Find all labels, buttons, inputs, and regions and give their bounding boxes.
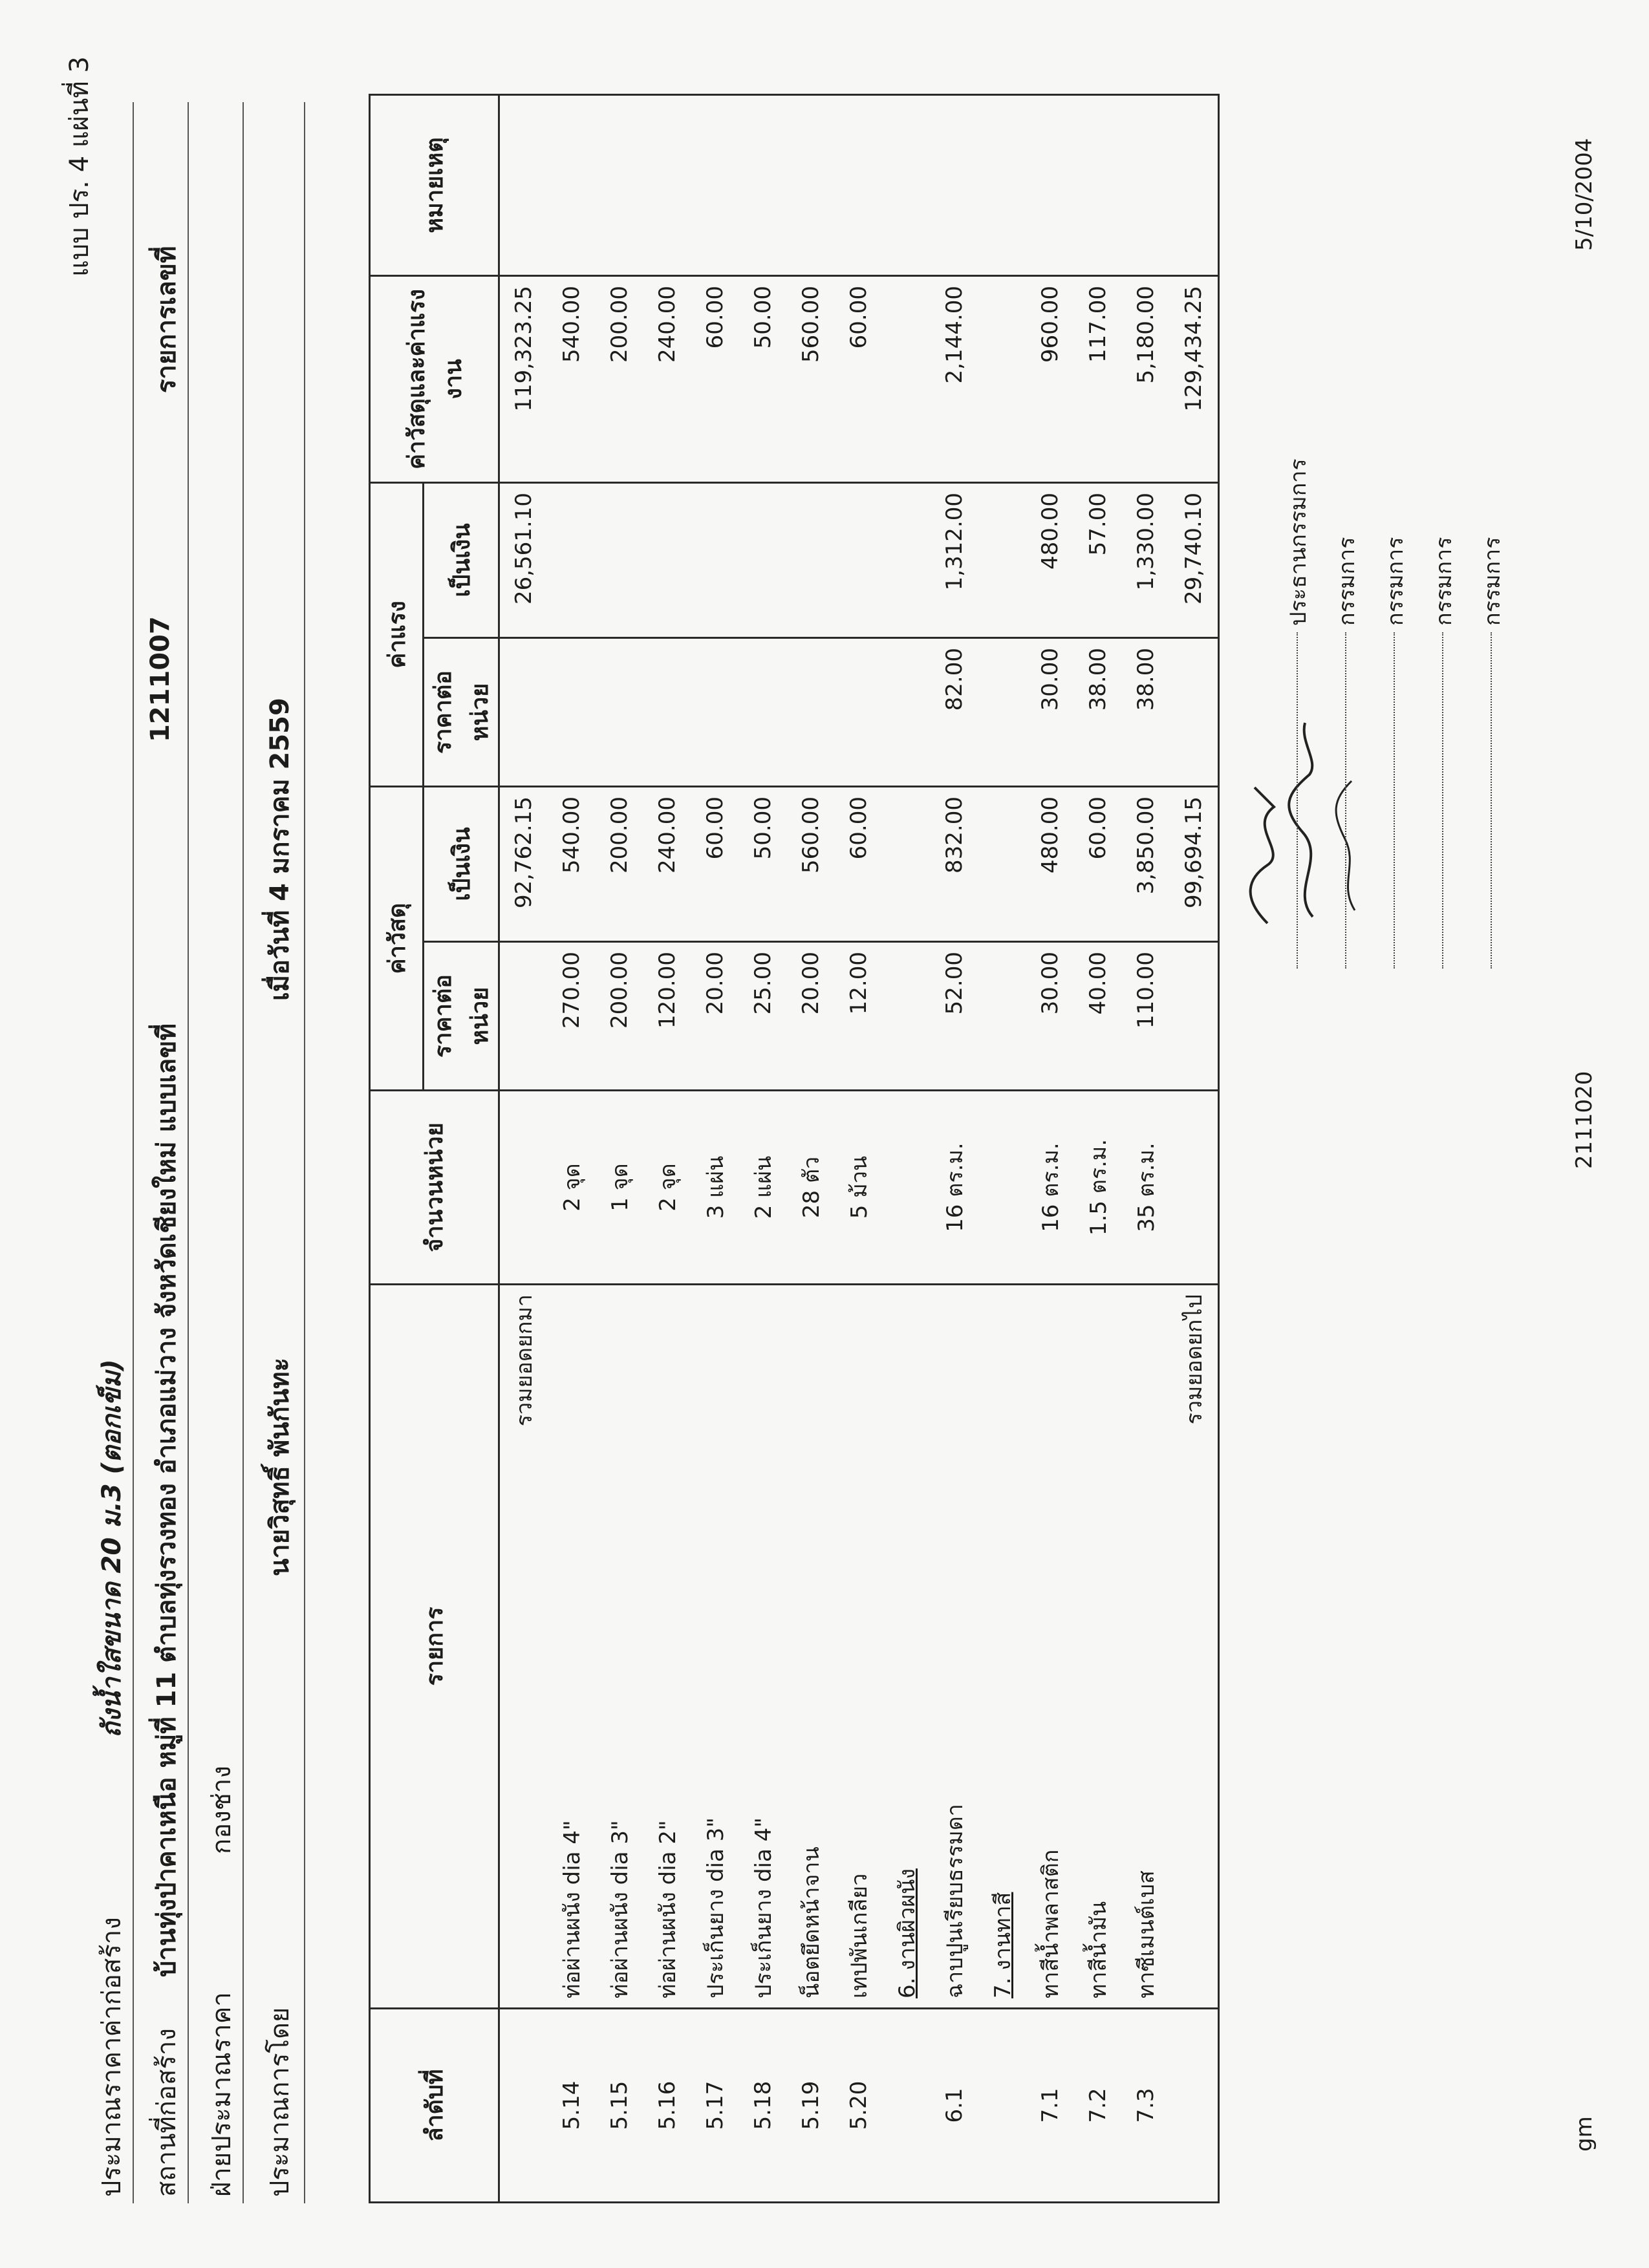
handwritten-signatures [1229,626,1371,936]
chairman-label: ประธานกรรมการ [1286,458,1311,626]
table-row [691,94,739,2202]
table-cell: 60.00 [835,787,883,942]
table-cell: 560.00 [787,275,835,482]
col-labor: ค่าแรง [370,482,424,786]
table-cell [596,482,643,637]
table-cell: 5.19 [787,2009,835,2203]
table-cell: 480.00 [1026,482,1074,637]
design-no-value: 1211007 [146,616,175,742]
table-cell [787,94,835,275]
table-cell: 40.00 [1074,942,1122,1091]
table-cell: 1.5 ตร.ม. [1074,1091,1122,1285]
table-row [596,94,643,2202]
table-cell [596,94,643,275]
table-cell: 200.00 [596,275,643,482]
doc-title: ประมาณราคาค่าก่อสร้าง [97,1917,127,2197]
table-cell: ท่อผ่านผนัง dia 4" [548,1285,596,2009]
table-cell [835,638,883,787]
item-no-label: รายการเลขที่ [152,246,182,393]
signature-line [1442,632,1443,968]
table-cell: ทาสีน้ำมัน [1074,1285,1122,2009]
signature-line [1345,632,1346,968]
committee-label: กรรมการ [1431,537,1457,626]
table-cell: 2,144.00 [931,275,978,482]
table-cell: 1,312.00 [931,482,978,637]
table-cell: 2 จุด [643,1091,691,1285]
table-cell: 832.00 [931,787,978,942]
table-cell [739,94,787,275]
table-cell: 16 ตร.ม. [1026,1091,1074,1285]
table-cell [931,94,978,275]
table-cell: 35 ตร.ม. [1122,1091,1170,1285]
col-no: ลำดับที่ [370,2009,499,2203]
table-cell [835,94,883,275]
table-cell: 2 แผ่น [739,1091,787,1285]
table-cell: 28 ตัว [787,1091,835,1285]
table-cell: 5.17 [691,2009,739,2203]
signature-line [1491,632,1492,968]
col-qty: จำนวนหน่วย [370,1091,499,1285]
table-cell: 120.00 [643,942,691,1091]
table-cell: 16 ตร.ม. [931,1091,978,1285]
table-cell: 5 ม้วน [835,1091,883,1285]
table-cell [643,638,691,787]
table-cell: 480.00 [1026,787,1074,942]
table-cell [548,94,596,275]
table-cell: 7.3 [1122,2009,1170,2203]
table-cell [787,482,835,637]
table-cell [643,482,691,637]
table-cell: ทาสีน้ำพลาสติก [1026,1285,1074,2009]
table-cell: 5.18 [739,2009,787,2203]
col-material-unit-price: ราคาต่อหน่วย [424,942,499,1091]
table-cell: 3 แผ่น [691,1091,739,1285]
committee-label: กรรมการ [1480,537,1505,626]
section-row [883,94,931,2202]
signature-line [1394,632,1395,968]
table-cell: 540.00 [548,275,596,482]
table-cell: 38.00 [1074,638,1122,787]
table-cell: 5,180.00 [1122,275,1170,482]
table-cell: 200.00 [596,942,643,1091]
table-cell: 129,434.25 [1170,275,1219,482]
table-cell: 29,740.10 [1170,482,1219,637]
table-cell [787,638,835,787]
table-cell [835,482,883,637]
carried-forward-label: รวมยอดยกมา [499,1285,548,2009]
header-rule-1 [133,102,134,2203]
table-cell: 60.00 [691,787,739,942]
table-cell: 5.15 [596,2009,643,2203]
table-cell: ประเก็นยาง dia 4" [739,1285,787,2009]
table-cell [596,638,643,787]
table-row-carried-next [1170,94,1219,2202]
table-cell: 1 จุด [596,1091,643,1285]
footer-initials: gm [1571,2116,1597,2152]
table-cell: 12.00 [835,942,883,1091]
table-row [787,94,835,2202]
table-cell: 60.00 [835,275,883,482]
table-row [548,94,596,2202]
table-cell: 960.00 [1026,275,1074,482]
estimator-label: ประมาณการโดย [265,2007,295,2197]
dept-label: ฝ่ายประมาณราคา [207,1992,237,2197]
table-cell: 240.00 [643,787,691,942]
table-cell: 5.14 [548,2009,596,2203]
table-cell [1026,94,1074,275]
table-cell: ท่อผ่านผนัง dia 2" [643,1285,691,2009]
table-cell [739,638,787,787]
table-cell: ท่อผ่านผนัง dia 3" [596,1285,643,2009]
dept-value: กองช่าง [207,1766,237,1854]
committee-label: กรรมการ [1334,537,1360,626]
table-cell: 30.00 [1026,638,1074,787]
table-cell: 26,561.10 [499,482,548,637]
table-cell: 82.00 [931,638,978,787]
table-cell: 1,330.00 [1122,482,1170,637]
table-cell [1074,94,1122,275]
col-material: ค่าวัสดุ [370,787,424,1091]
table-cell: 20.00 [787,942,835,1091]
table-cell: 52.00 [931,942,978,1091]
table-row [643,94,691,2202]
table-cell [643,94,691,275]
header-rule-4 [304,102,305,2203]
table-cell: 200.00 [596,787,643,942]
table-cell: 6.1 [931,2009,978,2203]
table-row [1122,94,1170,2202]
table-cell: ประเก็นยาง dia 3" [691,1285,739,2009]
estimate-date: เมื่อวันที่ 4 มกราคม 2559 [265,698,295,1001]
site-label: สถานที่ก่อสร้าง [152,2028,182,2197]
table-cell: 50.00 [739,787,787,942]
table-cell: 99,694.15 [1170,787,1219,942]
table-cell: 38.00 [1122,638,1170,787]
col-material-amount: เป็นเงิน [424,787,499,942]
col-remark: หมายเหตุ [370,94,499,275]
estimate-table [369,94,1220,2203]
col-item: รายการ [370,1285,499,2009]
table-cell [691,94,739,275]
table-row-carried-forward [499,94,548,2202]
table-cell: 60.00 [1074,787,1122,942]
project-name: ถังน้ำใสขนาด 20 ม.3 (ตอกเข็ม) [97,1359,127,1738]
col-labor-unit-price: ราคาต่อหน่วย [424,638,499,787]
table-cell: 5.20 [835,2009,883,2203]
committee-label: กรรมการ [1383,537,1408,626]
table-cell: 25.00 [739,942,787,1091]
table-cell: 117.00 [1074,275,1122,482]
table-cell: 60.00 [691,275,739,482]
table-cell: 560.00 [787,787,835,942]
header-rule-3 [242,102,244,2203]
table-cell: ฉาบปูนเรียบธรรมดา [931,1285,978,2009]
table-cell: 50.00 [739,275,787,482]
table-cell: 240.00 [643,275,691,482]
col-labor-amount: เป็นเงิน [424,482,499,637]
estimator-name: นายวิสุทธิ์ พันกันทะ [265,1358,295,1576]
table-cell: 7.2 [1074,2009,1122,2203]
header-rule-2 [188,102,189,2203]
carried-next-label: รวมยอดยกไป [1170,1285,1219,2009]
table-cell: 5.16 [643,2009,691,2203]
table-cell: 7.1 [1026,2009,1074,2203]
section-6-title: 6. งานผิวผนัง [883,1285,931,2009]
table-cell: 57.00 [1074,482,1122,637]
table-row [931,94,978,2202]
table-cell: ทาซีเมนต์เบส [1122,1285,1170,2009]
table-cell [739,482,787,637]
table-row [739,94,787,2202]
footer-date: 5/10/2004 [1571,138,1597,251]
table-cell: เทปพันเกลียว [835,1285,883,2009]
table-cell [548,638,596,787]
table-row [1026,94,1074,2202]
table-cell: 30.00 [1026,942,1074,1091]
section-row [978,94,1026,2202]
table-cell [691,482,739,637]
table-cell [1122,94,1170,275]
site-value: บ้านทุ่งป่าคาเหนือ หมู่ที่ 11 ตำบลทุ่งรวงทอง อำเภอแม่วาง จังหวัดเชียงใหม่ แบบเลขที่ [152,1023,182,1977]
table-cell: 540.00 [548,787,596,942]
table-cell: 119,323.25 [499,275,548,482]
table-cell [548,482,596,637]
footer-code: 2111020 [1571,1071,1597,1169]
table-cell: 110.00 [1122,942,1170,1091]
table-cell: น็อตยึดหน้าจาน [787,1285,835,2009]
section-7-title: 7. งานทาสี [978,1285,1026,2009]
table-cell: 3,850.00 [1122,787,1170,942]
table-cell: 2 จุด [548,1091,596,1285]
form-number: แบบ ปร. 4 แผ่นที่ 3 [65,56,94,277]
table-cell [691,638,739,787]
signature-line [1297,632,1298,968]
table-row [835,94,883,2202]
table-cell: 92,762.15 [499,787,548,942]
table-cell: 20.00 [691,942,739,1091]
table-row [1074,94,1122,2202]
col-total: ค่าวัสดุและค่าแรงงาน [370,275,499,482]
table-cell: 270.00 [548,942,596,1091]
